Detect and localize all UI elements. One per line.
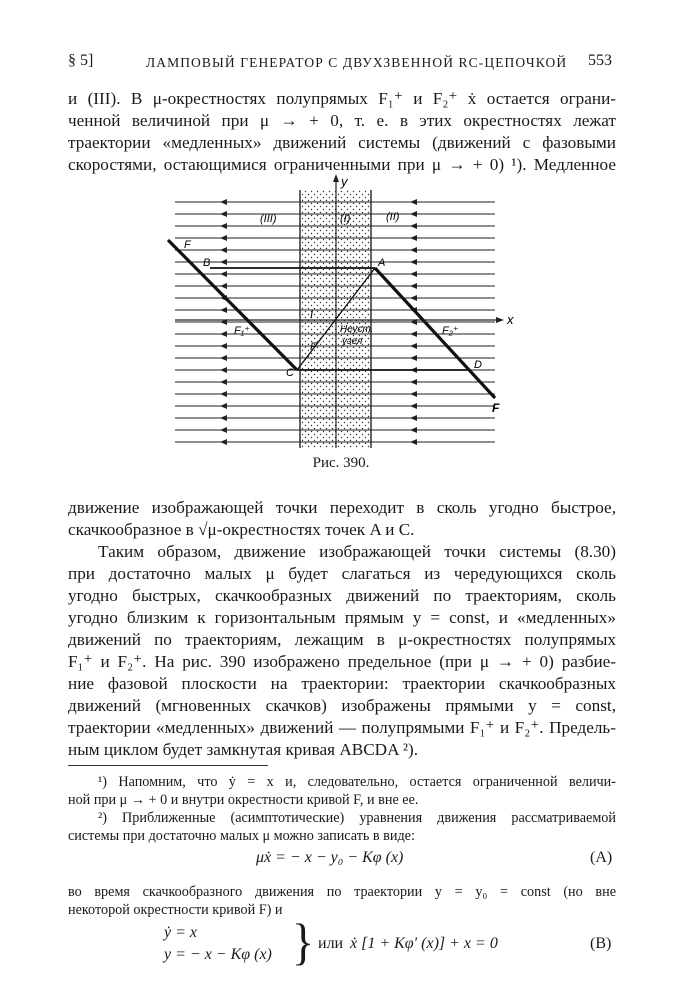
trajectory-arrow bbox=[410, 427, 417, 433]
trajectory-arrow bbox=[410, 439, 417, 445]
trajectory-arrow bbox=[410, 247, 417, 253]
trajectory-arrow bbox=[220, 391, 227, 397]
trajectory-arrow bbox=[220, 427, 227, 433]
trajectory-arrow bbox=[220, 247, 227, 253]
curve-label-F1: F₁⁺ bbox=[234, 325, 250, 337]
text-line: Таким образом, движение изображающей точки системы (8.30) bbox=[98, 542, 616, 561]
region-label-2: (II) bbox=[386, 211, 400, 223]
section-number: § 5] bbox=[68, 52, 94, 69]
trajectory-arrow bbox=[410, 259, 417, 265]
region-label-1: (I) bbox=[340, 213, 351, 225]
curve-label-F-left: F bbox=[184, 239, 191, 251]
x-axis-label: x bbox=[507, 312, 514, 327]
trajectory-arrow bbox=[220, 331, 227, 337]
text-line: движений (мгновенных скачков) изображены прямыми y = const, bbox=[68, 696, 616, 715]
point-label-C: C bbox=[286, 367, 294, 379]
equation-B-line-2: y = − x − Kφ (x) bbox=[164, 946, 272, 963]
equation-B-label: (B) bbox=[590, 935, 612, 952]
trajectory-arrow bbox=[220, 211, 227, 217]
footnote-rule bbox=[68, 765, 268, 766]
equation-B-right: ẋ [1 + Kφ′ (x)] + x = 0 bbox=[350, 935, 498, 952]
trajectory-arrow bbox=[410, 211, 417, 217]
equation-brace: } bbox=[292, 913, 315, 970]
curve-label-F2: F₂⁺ bbox=[442, 325, 459, 337]
trajectory-arrow bbox=[220, 343, 227, 349]
trajectory-arrow bbox=[220, 271, 227, 277]
x-axis-arrow bbox=[496, 317, 504, 323]
text-line: скоростями, остающимися ограниченными при μ → + 0) ¹). Медленное bbox=[68, 155, 616, 174]
trajectory-arrow bbox=[410, 379, 417, 385]
trajectory-arrow bbox=[220, 283, 227, 289]
trajectory-arrow bbox=[220, 367, 227, 373]
point-label-B: B bbox=[203, 257, 211, 269]
phase-plane-figure bbox=[160, 172, 530, 452]
equation-B-line-1: ẏ = x bbox=[164, 924, 197, 941]
running-title: ЛАМПОВЫЙ ГЕНЕРАТОР С ДВУХЗВЕННОЙ RC-ЦЕПОЧКОЙ bbox=[146, 55, 568, 70]
footnote-line: во время скачкообразного движения по траектории y = y₀ = const (но вне bbox=[68, 884, 616, 900]
text-line: движений по траекториям, лежащим в μ-окрестностях полупрямых bbox=[68, 630, 616, 649]
point-label-A: A bbox=[378, 257, 386, 269]
trajectory-arrow bbox=[410, 295, 417, 301]
point-label-D: D bbox=[474, 359, 482, 371]
trajectory-arrow bbox=[410, 331, 417, 337]
trajectory-arrow bbox=[410, 415, 417, 421]
marker-label: I bbox=[310, 309, 314, 321]
text-line: движение изображающей точки переходит в сколь угодно быстрое, bbox=[68, 498, 616, 517]
text-line: траектории «медленных» движений — полупрямыми F₁⁺ и F₂⁺. Предель- bbox=[68, 718, 616, 737]
figure-caption: Рис. 390. bbox=[312, 455, 370, 471]
y-axis-arrow bbox=[333, 174, 339, 182]
trajectory-arrow bbox=[220, 403, 227, 409]
curve-label-F-bottom: F bbox=[492, 401, 500, 415]
equation-A: μẋ = − x − y₀ − Kφ (x) bbox=[256, 849, 404, 866]
text-line: при достаточно малых μ будет слагаться из чередующихся сколь bbox=[68, 564, 616, 583]
footnote-line: ²) Приближенные (асимптотические) уравнения движения рассматриваемой bbox=[98, 810, 616, 826]
node-label-1: Неуст. bbox=[340, 324, 374, 335]
text-line: и (III). В μ-окрестностях полупрямых F₁⁺ и F₂⁺ ẋ остается ограни- bbox=[68, 89, 616, 108]
trajectory-arrow bbox=[220, 307, 227, 313]
text-line: траектории «медленных» движений системы (движений с фазовыми bbox=[68, 133, 616, 152]
text-line: угодно близким к горизонтальным прямым y = const, и «медленных» bbox=[68, 608, 616, 627]
text-line: ченной величиной при μ → + 0, т. е. в этих окрестностях лежат bbox=[68, 111, 616, 130]
text-line: F₁⁺ и F₂⁺. На рис. 390 изображено предельное (при μ → + 0) разбие- bbox=[68, 652, 616, 671]
trajectory-arrow bbox=[220, 415, 227, 421]
trajectory-arrow bbox=[410, 403, 417, 409]
region-label-3: (III) bbox=[260, 213, 277, 225]
curve-label-F-middle: F bbox=[310, 341, 317, 353]
footnote-line: системы при достаточно малых μ можно записать в виде: bbox=[68, 828, 415, 844]
trajectory-arrow bbox=[220, 235, 227, 241]
footnote-line: ¹) Напомним, что ẏ = x и, следовательно, остается ограниченной величи- bbox=[98, 774, 616, 790]
trajectory-arrow bbox=[410, 391, 417, 397]
equation-B-or: или bbox=[318, 935, 344, 952]
page-number: 553 bbox=[588, 52, 612, 69]
trajectory-arrow bbox=[410, 235, 417, 241]
equation-A-label: (A) bbox=[590, 849, 613, 866]
text-line: ние фазовой плоскости на траектории: траектории скачкообразных bbox=[68, 674, 616, 693]
trajectory-arrow bbox=[220, 199, 227, 205]
node-label-2: узел bbox=[342, 336, 363, 347]
trajectory-arrow bbox=[410, 283, 417, 289]
trajectory-arrow bbox=[220, 379, 227, 385]
trajectory-arrow bbox=[410, 343, 417, 349]
trajectory-arrow bbox=[410, 355, 417, 361]
trajectory-arrow bbox=[220, 223, 227, 229]
trajectory-arrow bbox=[410, 223, 417, 229]
text-line: угодно быстрых, скачкообразных движений по траекториям, сколь bbox=[68, 586, 616, 605]
footnote-line: ной при μ → + 0 и внутри окрестности кривой F, и вне ее. bbox=[68, 792, 419, 808]
trajectory-arrow bbox=[220, 259, 227, 265]
trajectory-arrow bbox=[220, 355, 227, 361]
curve-F-left bbox=[168, 240, 297, 370]
y-axis-label: y bbox=[341, 174, 348, 189]
footnote-line: некоторой окрестности кривой F) и bbox=[68, 902, 283, 918]
trajectory-arrow bbox=[410, 199, 417, 205]
trajectory-arrow bbox=[410, 271, 417, 277]
trajectory-arrow bbox=[220, 439, 227, 445]
text-line: ным циклом будет замкнутая кривая ABCDA ²). bbox=[68, 740, 419, 759]
curve-F-right bbox=[375, 268, 495, 398]
text-line: скачкообразное в √μ-окрестностях точек A и C. bbox=[68, 520, 415, 539]
